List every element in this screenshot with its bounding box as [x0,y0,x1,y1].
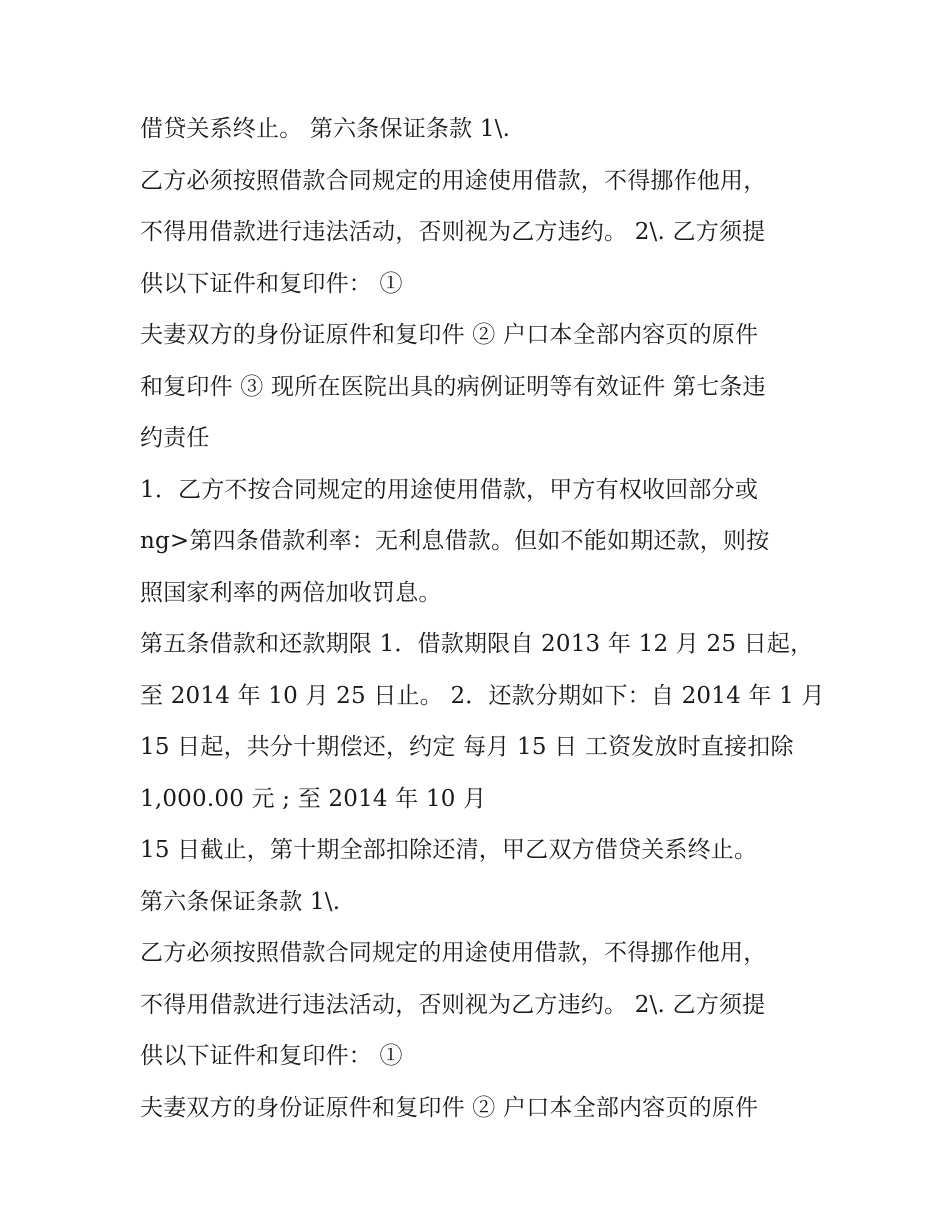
text-line-7: 约责任 [140,425,210,451]
text-line-2: 乙方必须按照借款合同规定的用途使用借款，不得挪作他用， [140,167,767,194]
text-line-5: 夫妻双方的身份证原件和复印件 ② 户口本全部内容页的原件 [140,322,759,348]
text-line-13: 15 日起，共分十期偿还，约定 每月 15 日 工资发放时直接扣除 [140,734,794,760]
text-line-20: 夫妻双方的身份证原件和复印件 ② 户口本全部内容页的原件 [140,1094,759,1121]
text-line-1: 借贷关系终止。 第六条保证条款 1\. [140,116,511,142]
document-body [140,104,825,1134]
text-line-12: 至 2014 年 10 月 25 日止。 2．还款分期如下：自 2014 年 1 月 [140,682,825,709]
text-line-6: 和复印件 ③ 现所在医院出具的病例证明等有效证件 第七条违 [140,373,766,400]
text-line-11: 第五条借款和还款期限 1．借款期限自 2013 年 12 月 25 日起， [140,631,814,657]
text-line-18: 不得用借款进行违法活动，否则视为乙方违约。 2\. 乙方须提 [140,991,766,1018]
text-line-15: 15 日截止，第十期全部扣除还清，甲乙双方借贷关系终止。 [140,837,758,863]
text-line-8: 1．乙方不按合同规定的用途使用借款，甲方有权收回部分或 [140,476,759,503]
text-line-17: 乙方必须按照借款合同规定的用途使用借款，不得挪作他用， [140,940,767,966]
text-line-19: 供以下证件和复印件： ① [140,1043,403,1069]
text-line-9: ng>第四条借款利率：无利息借款。但如不能如期还款，则按 [140,528,770,554]
text-line-4: 供以下证件和复印件： ① [140,270,403,297]
text-line-3: 不得用借款进行违法活动，否则视为乙方违约。 2\. 乙方须提 [140,219,766,245]
text-line-14: 1,000.00 元 ; 至 2014 年 10 月 [140,785,487,812]
text-line-16: 第六条保证条款 1\. [140,888,341,915]
text-line-10: 照国家利率的两倍加收罚息。 [140,579,442,606]
